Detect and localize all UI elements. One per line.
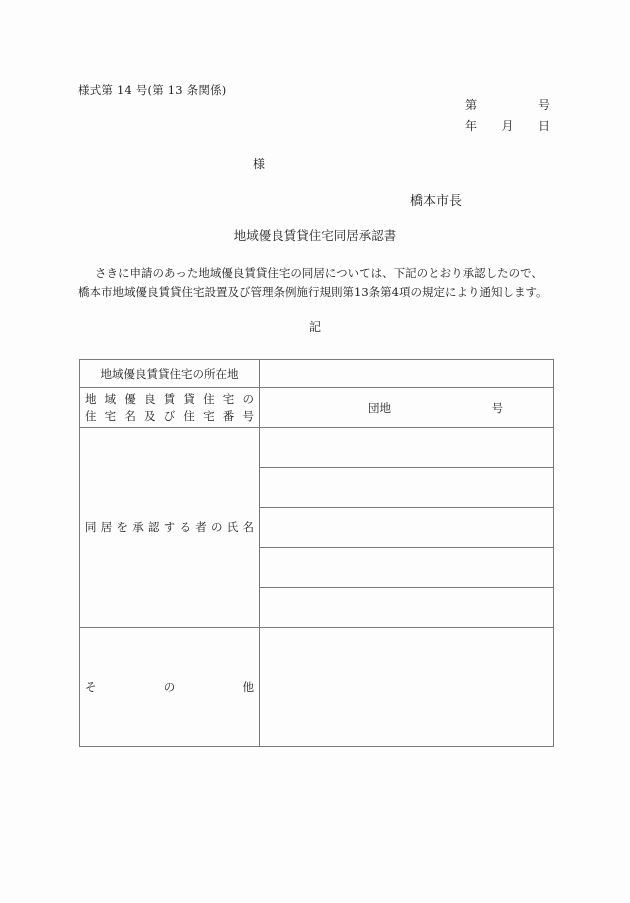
- issue-block: [465, 95, 550, 137]
- housing-name-label-line1: 地 域 優 良 賃 貸 住 宅 の: [85, 391, 254, 406]
- other-label: そ の 他: [85, 679, 254, 694]
- housing-name-label-cell: [80, 388, 260, 428]
- body-line-1: さきに申請のあった地域優良賃貸住宅の同居については、下記のとおり承認したので、: [95, 266, 543, 280]
- other-label-cell: [80, 628, 260, 747]
- cohabitant-name-cell-1: [260, 428, 554, 468]
- row-other: [80, 628, 554, 747]
- cohabitant-label-cell: [80, 428, 260, 628]
- issue-date-day: 日: [537, 119, 550, 133]
- issue-number-prefix: 第: [465, 98, 478, 112]
- document-title: 地域優良賃貸住宅同居承認書: [233, 228, 397, 243]
- record-marker: 記: [308, 320, 321, 334]
- cohabitant-label: 同 居 を 承 認 す る 者 の 氏 名: [85, 520, 254, 534]
- body-paragraph: [78, 264, 558, 302]
- body-line-2: 橋本市地域優良賃貸住宅設置及び管理条例施行規則第13条第4項の規定により通知します。: [78, 285, 548, 299]
- approval-form-table: [79, 359, 554, 747]
- form-number: 様式第 14 号(第 13 条関係): [78, 83, 227, 97]
- row-housing-name: [80, 388, 554, 428]
- location-label-cell: 地域優良賃貸住宅の所在地: [80, 360, 260, 388]
- cohabitant-name-cell-5: [260, 588, 554, 628]
- issue-date-line: [465, 116, 550, 137]
- row-location: [80, 360, 554, 388]
- row-cohabitant-1: [80, 428, 554, 468]
- addressee-honorific: 様: [253, 157, 266, 171]
- issue-number-line: [465, 95, 550, 116]
- housing-name-label-line2: 住 宅 名 及 び 住 宅 番 号: [85, 408, 254, 423]
- other-value-cell: [260, 628, 554, 747]
- cohabitant-name-cell-4: [260, 548, 554, 588]
- danchi-label: 団地: [368, 400, 391, 415]
- go-label: 号: [491, 400, 504, 415]
- sender-name: 橋本市長: [410, 194, 463, 209]
- issue-date-year: 年: [465, 119, 478, 133]
- issue-number-suffix: 号: [537, 98, 550, 112]
- cohabitant-name-cell-3: [260, 508, 554, 548]
- cohabitant-name-cell-2: [260, 468, 554, 508]
- housing-name-value-cell: [260, 388, 554, 428]
- issue-date-month: 月: [501, 119, 514, 133]
- location-value-cell: [260, 360, 554, 388]
